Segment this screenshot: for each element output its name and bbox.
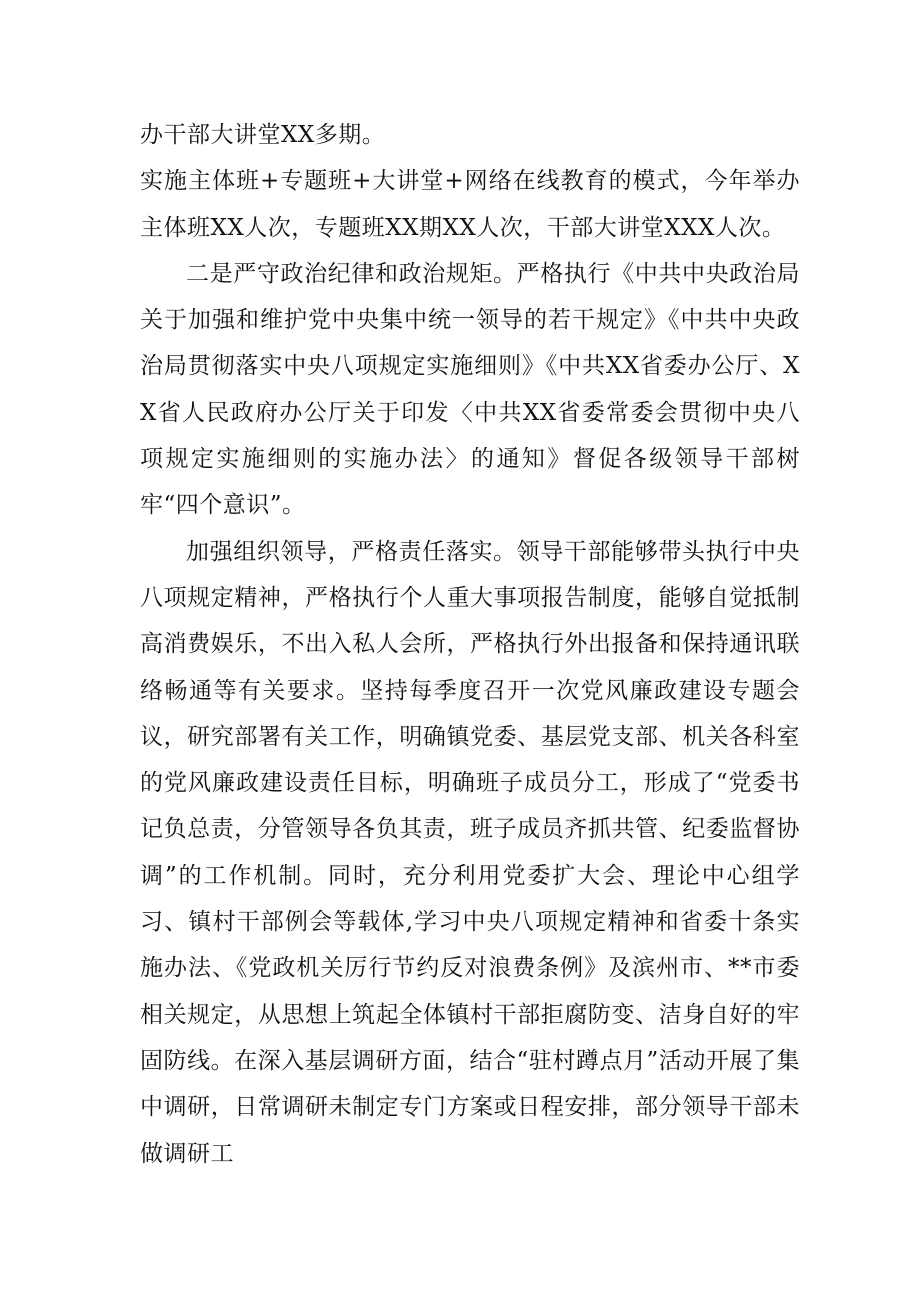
- paragraph-1: 办干部大讲堂XX多期。: [140, 122, 386, 148]
- paragraph-3: 二是严守政治纪律和政治规矩。严格执行《中共中央政治局关于加强和维护党中央集中统一领导的若干规定》《中共中央政治局贯彻落实中央八项规定实施细则》《中共XX省委办公厅、XX省人民政府办公厅关于印发〈中共XX省委常委会贯彻中央八项规定实施细则的实施办法〉的通知》督促各级领导干部树牢“四个意识”。: [140, 260, 800, 519]
- paragraph-4: 加强组织领导，严格责任落实。领导干部能够带头执行中央八项规定精神，严格执行个人重大事项报告制度，能够自觉抵制高消费娱乐，不出入私人会所，严格执行外出报备和保持通讯联络畅通等有关要求。坚持每季度召开一次党风廉政建设专题会议，研究部署有关工作，明确镇党委、基层党支部、机关各科室的党风廉政建设责任目标，明确班子成员分工，形成了“党委书记负总责，分管领导各负其责，班子成员齐抓共管、纪委监督协调”的工作机制。同时，充分利用党委扩大会、理论中心组学习、镇村干部例会等载体,学习中央八项规定精神和省委十条实施办法、《党政机关厉行节约反对浪费条例》及滨州市、**市委相关规定，从思想上筑起全体镇村干部拒腐防变、洁身自好的牢固防线。在深入基层调研方面，结合“驻村蹲点月”活动开展了集中调研，日常调研未制定专门方案或日程安排，部分领导干部未做调研工: [140, 538, 800, 1167]
- paragraph-2: 实施主体班+专题班+大讲堂+网络在线教育的模式，今年举办主体班XX人次，专题班XX期XX人次，干部大讲堂XXX人次。: [140, 168, 800, 241]
- document-body: [140, 112, 800, 1177]
